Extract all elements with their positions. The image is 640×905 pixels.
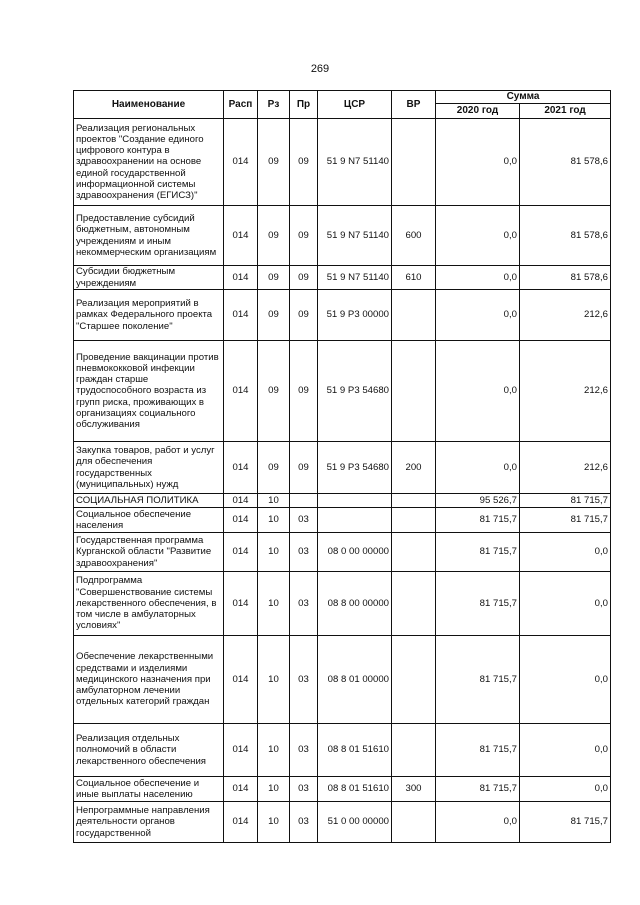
row-2021-cell: 81 715,7 xyxy=(520,494,611,508)
row-2021-cell: 0,0 xyxy=(520,777,611,802)
row-2020-cell: 0,0 xyxy=(436,802,520,843)
header-csr: ЦСР xyxy=(318,91,392,119)
row-rz-cell: 09 xyxy=(258,119,290,206)
header-vr: ВР xyxy=(392,91,436,119)
table-row xyxy=(74,636,611,724)
row-name-cell: Предоставление субсидий бюджетным, автономным учреждениям и иным некоммерческим организациям xyxy=(74,206,224,266)
row-2020-cell: 81 715,7 xyxy=(436,533,520,572)
row-pr-cell: 09 xyxy=(290,206,318,266)
row-pr-cell: 03 xyxy=(290,724,318,777)
row-pr-cell: 03 xyxy=(290,777,318,802)
row-vr-cell: 200 xyxy=(392,442,436,494)
table-header xyxy=(74,91,611,119)
row-2020-cell: 0,0 xyxy=(436,442,520,494)
row-2021-cell: 212,6 xyxy=(520,290,611,341)
row-rz-cell: 09 xyxy=(258,442,290,494)
row-rz-cell: 10 xyxy=(258,724,290,777)
row-csr-cell: 51 9 N7 51140 xyxy=(318,206,392,266)
row-2021-cell: 0,0 xyxy=(520,636,611,724)
row-2020-cell: 81 715,7 xyxy=(436,777,520,802)
row-2021-cell: 81 578,6 xyxy=(520,119,611,206)
header-rz: Рз xyxy=(258,91,290,119)
row-2020-cell: 0,0 xyxy=(436,266,520,290)
row-rasp-cell: 014 xyxy=(224,572,258,636)
row-pr-cell: 09 xyxy=(290,119,318,206)
row-csr-cell: 08 8 01 00000 xyxy=(318,636,392,724)
table-row xyxy=(74,802,611,843)
row-csr-cell: 51 9 N7 51140 xyxy=(318,266,392,290)
row-vr-cell xyxy=(392,494,436,508)
row-rasp-cell: 014 xyxy=(224,290,258,341)
row-2020-cell: 95 526,7 xyxy=(436,494,520,508)
row-rasp-cell: 014 xyxy=(224,494,258,508)
row-csr-cell: 08 8 01 51610 xyxy=(318,724,392,777)
table-row xyxy=(74,442,611,494)
row-rasp-cell: 014 xyxy=(224,206,258,266)
row-rasp-cell: 014 xyxy=(224,442,258,494)
row-2021-cell: 81 578,6 xyxy=(520,266,611,290)
row-pr-cell: 03 xyxy=(290,572,318,636)
row-2020-cell: 0,0 xyxy=(436,290,520,341)
row-rasp-cell: 014 xyxy=(224,533,258,572)
row-rz-cell: 09 xyxy=(258,266,290,290)
row-2021-cell: 212,6 xyxy=(520,341,611,442)
table-row xyxy=(74,206,611,266)
row-csr-cell xyxy=(318,494,392,508)
row-rasp-cell: 014 xyxy=(224,724,258,777)
header-name: Наименование xyxy=(74,91,224,119)
row-vr-cell xyxy=(392,119,436,206)
header-sum: Сумма xyxy=(436,91,611,104)
row-vr-cell xyxy=(392,533,436,572)
row-name-cell: Обеспечение лекарственными средствами и изделиями медицинского назначения при амбулаторном лечении отдельных категорий граждан xyxy=(74,636,224,724)
row-2020-cell: 0,0 xyxy=(436,119,520,206)
row-pr-cell: 03 xyxy=(290,533,318,572)
row-vr-cell xyxy=(392,341,436,442)
row-name-cell: Социальное обеспечение населения xyxy=(74,508,224,533)
row-rz-cell: 09 xyxy=(258,341,290,442)
row-vr-cell: 600 xyxy=(392,206,436,266)
row-name-cell: Субсидии бюджетным учреждениям xyxy=(74,266,224,290)
row-name-cell: Непрограммные направления деятельности органов государственной xyxy=(74,802,224,843)
table-row xyxy=(74,494,611,508)
row-name-cell: Подпрограмма "Совершенствование системы лекарственного обеспечения, в том числе в амбулаторных условиях" xyxy=(74,572,224,636)
row-2021-cell: 0,0 xyxy=(520,724,611,777)
row-csr-cell: 08 0 00 00000 xyxy=(318,533,392,572)
table-body xyxy=(74,119,611,843)
row-csr-cell: 51 9 P3 54680 xyxy=(318,442,392,494)
row-rz-cell: 10 xyxy=(258,777,290,802)
row-name-cell: Государственная программа Курганской области "Развитие здравоохранения" xyxy=(74,533,224,572)
row-csr-cell: 51 0 00 00000 xyxy=(318,802,392,843)
row-pr-cell: 09 xyxy=(290,290,318,341)
table-row xyxy=(74,777,611,802)
row-name-cell: Реализация региональных проектов "Создание единого цифрового контура в здравоохранении на основе единой государственной информационной системы здравоохранения (ЕГИСЗ)" xyxy=(74,119,224,206)
header-rasp: Расп xyxy=(224,91,258,119)
row-2020-cell: 0,0 xyxy=(436,341,520,442)
table-row xyxy=(74,266,611,290)
row-name-cell: Реализация отдельных полномочий в области лекарственного обеспечения xyxy=(74,724,224,777)
row-rz-cell: 10 xyxy=(258,802,290,843)
row-2020-cell: 81 715,7 xyxy=(436,508,520,533)
row-rz-cell: 10 xyxy=(258,508,290,533)
row-csr-cell: 51 9 N7 51140 xyxy=(318,119,392,206)
row-rasp-cell: 014 xyxy=(224,119,258,206)
table-row xyxy=(74,572,611,636)
row-pr-cell: 09 xyxy=(290,341,318,442)
table-row xyxy=(74,508,611,533)
row-2021-cell: 81 578,6 xyxy=(520,206,611,266)
row-2021-cell: 212,6 xyxy=(520,442,611,494)
header-pr: Пр xyxy=(290,91,318,119)
header-2020: 2020 год xyxy=(436,104,520,119)
row-2021-cell: 0,0 xyxy=(520,572,611,636)
row-csr-cell: 51 9 P3 00000 xyxy=(318,290,392,341)
table-row xyxy=(74,533,611,572)
row-2020-cell: 81 715,7 xyxy=(436,724,520,777)
header-2021: 2021 год xyxy=(520,104,611,119)
row-csr-cell: 51 9 P3 54680 xyxy=(318,341,392,442)
row-rasp-cell: 014 xyxy=(224,341,258,442)
row-rz-cell: 09 xyxy=(258,206,290,266)
row-pr-cell: 03 xyxy=(290,802,318,843)
row-2020-cell: 0,0 xyxy=(436,206,520,266)
row-name-cell: Проведение вакцинации против пневмококковой инфекции граждан старше трудоспособного возраста из групп риска, проживающих в организациях социального обслуживания xyxy=(74,341,224,442)
row-rasp-cell: 014 xyxy=(224,802,258,843)
row-csr-cell: 08 8 00 00000 xyxy=(318,572,392,636)
row-rasp-cell: 014 xyxy=(224,266,258,290)
table-row xyxy=(74,341,611,442)
row-vr-cell xyxy=(392,802,436,843)
row-pr-cell: 09 xyxy=(290,266,318,290)
page-number: 269 xyxy=(310,63,330,75)
row-csr-cell: 08 8 01 51610 xyxy=(318,777,392,802)
row-2020-cell: 81 715,7 xyxy=(436,572,520,636)
row-vr-cell xyxy=(392,724,436,777)
table-row xyxy=(74,119,611,206)
row-2021-cell: 81 715,7 xyxy=(520,508,611,533)
row-pr-cell: 03 xyxy=(290,636,318,724)
row-rz-cell: 10 xyxy=(258,533,290,572)
row-vr-cell xyxy=(392,636,436,724)
row-name-cell: СОЦИАЛЬНАЯ ПОЛИТИКА xyxy=(74,494,224,508)
row-vr-cell xyxy=(392,572,436,636)
table-row xyxy=(74,290,611,341)
row-rasp-cell: 014 xyxy=(224,636,258,724)
row-pr-cell: 03 xyxy=(290,508,318,533)
row-csr-cell xyxy=(318,508,392,533)
row-vr-cell: 300 xyxy=(392,777,436,802)
row-pr-cell: 09 xyxy=(290,442,318,494)
row-pr-cell xyxy=(290,494,318,508)
table-row xyxy=(74,724,611,777)
row-2020-cell: 81 715,7 xyxy=(436,636,520,724)
row-name-cell: Реализация мероприятий в рамках Федерального проекта "Старшее поколение" xyxy=(74,290,224,341)
row-rz-cell: 09 xyxy=(258,290,290,341)
row-rz-cell: 10 xyxy=(258,572,290,636)
row-name-cell: Социальное обеспечение и иные выплаты населению xyxy=(74,777,224,802)
row-vr-cell xyxy=(392,508,436,533)
row-rz-cell: 10 xyxy=(258,636,290,724)
row-2021-cell: 0,0 xyxy=(520,533,611,572)
row-rasp-cell: 014 xyxy=(224,777,258,802)
row-rz-cell: 10 xyxy=(258,494,290,508)
budget-table xyxy=(73,90,611,843)
row-2021-cell: 81 715,7 xyxy=(520,802,611,843)
row-vr-cell: 610 xyxy=(392,266,436,290)
row-vr-cell xyxy=(392,290,436,341)
row-rasp-cell: 014 xyxy=(224,508,258,533)
row-name-cell: Закупка товаров, работ и услуг для обеспечения государственных (муниципальных) нужд xyxy=(74,442,224,494)
